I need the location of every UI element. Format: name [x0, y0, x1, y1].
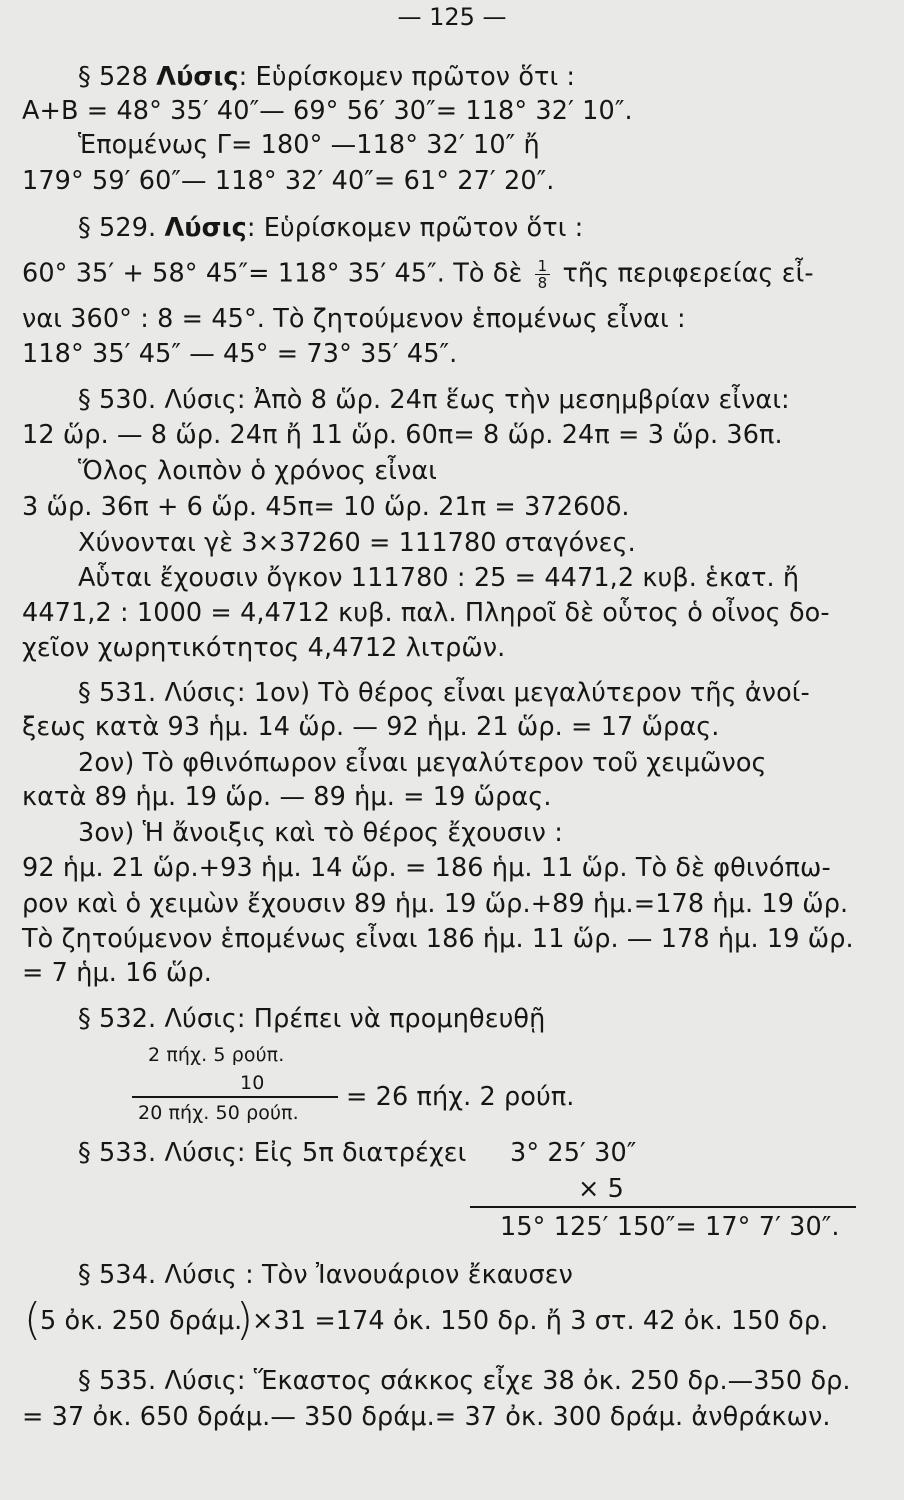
section-528-line-3: Ἑπομένως Γ= 180° —118° 32′ 10″ ἤ: [78, 130, 540, 160]
section-529-solution-label: Λύσις: [164, 213, 247, 243]
section-530-line-5: Χύνονται γὲ 3×37260 = 111780 σταγόνες.: [78, 528, 636, 558]
section-530-line-2: 12 ὥρ. — 8 ὥρ. 24π ἤ 11 ὥρ. 60π= 8 ὥρ. 24π = 3 ὥρ. 36π.: [22, 420, 783, 450]
section-528-solution-label: Λύσις: [156, 62, 239, 92]
section-531-line-1: § 531. Λύσις: 1ον) Τὸ θέρος εἶναι μεγαλύτερον τῆς ἀνοί-: [78, 678, 810, 708]
section-530-line-6: Αὗται ἔχουσιν ὄγκον 111780 : 25 = 4471,2 κυβ. ἑκατ. ἤ: [78, 563, 800, 593]
page-number: — 125 —: [397, 3, 507, 31]
section-531-line-7: ρον καὶ ὁ χειμὼν ἔχουσιν 89 ἡμ. 19 ὥρ.+89 ἡμ.=178 ἡμ. 19 ὥρ.: [22, 889, 849, 919]
section-530-line-3: Ὅλος λοιπὸν ὁ χρόνος εἶναι: [78, 456, 437, 486]
section-530-line-1: § 530. Λύσις: Ἀπὸ 8 ὥρ. 24π ἕως τὴν μεσημβρίαν εἶναι:: [78, 385, 790, 415]
section-529-line-4: 118° 35′ 45″ — 45° = 73° 35′ 45″.: [22, 339, 458, 369]
section-532-line-1: § 532. Λύσις: Πρέπει νὰ προμηθευθῇ: [78, 1004, 546, 1034]
section-530-line-7: 4471,2 : 1000 = 4,4712 κυβ. παλ. Πληροῖ δὲ οὗτος ὁ οἶνος δο-: [22, 598, 830, 628]
section-528-line-4: 179° 59′ 60″— 118° 32′ 40″= 61° 27′ 20″.: [22, 166, 555, 196]
section-531-line-6: 92 ἡμ. 21 ὥρ.+93 ἡμ. 14 ὥρ. = 186 ἡμ. 11 ὥρ. Τὸ δὲ φθινόπω-: [22, 853, 831, 883]
section-530-line-4: 3 ὥρ. 36π + 6 ὥρ. 45π= 10 ὥρ. 21π = 37260δ.: [22, 492, 630, 522]
section-534-quantity: 5 ὀκ. 250 δράμ.: [40, 1306, 243, 1336]
section-533-minuend: 3° 25′ 30″: [510, 1138, 637, 1168]
section-535-line-2: = 37 ὀκ. 650 δράμ.— 350 δράμ.= 37 ὀκ. 300 δράμ. ἀνθράκων.: [22, 1402, 831, 1432]
section-529-number: § 529.: [78, 213, 157, 243]
section-529-line-2: [22, 258, 814, 291]
section-531-line-4: κατὰ 89 ἡμ. 19 ὥρ. — 89 ἡμ. = 19 ὥρας.: [22, 782, 552, 812]
section-534-line-1: § 534. Λύσις : Τὸν Ἰανουάριον ἔκαυσεν: [78, 1260, 573, 1290]
section-528-line-2: Α+Β = 48° 35′ 40″— 69° 56′ 30″= 118° 32′ 10″.: [22, 96, 633, 126]
section-533-rule: [470, 1206, 856, 1208]
section-531-line-9: = 7 ἡμ. 16 ὥρ.: [22, 958, 212, 988]
section-528-heading: [78, 62, 575, 92]
one-eighth-fraction: [535, 258, 551, 291]
left-parenthesis: (: [24, 1294, 42, 1345]
section-532-bottom: 20 πήχ. 50 ρούπ.: [138, 1102, 299, 1124]
section-529-heading: [78, 213, 583, 243]
fraction-numerator: 1: [535, 258, 551, 275]
section-532-multiplier: 10: [240, 1072, 265, 1094]
section-533-result: 15° 125′ 150″= 17° 7′ 30″.: [500, 1212, 840, 1242]
section-531-line-8: Τὸ ζητούμενον ἑπομένως εἶναι 186 ἡμ. 11 ὥρ. — 178 ἡμ. 19 ὥρ.: [22, 924, 854, 954]
section-529-line-2b: τῆς περιφερείας εἶ-: [562, 258, 814, 289]
right-parenthesis: ): [236, 1294, 254, 1345]
section-528-line-1: : Εὑρίσκομεν πρῶτον ὅτι :: [238, 62, 576, 92]
section-530-line-8: χεῖον χωρητικότητος 4,4712 λιτρῶν.: [22, 633, 506, 663]
section-535-line-1: § 535. Λύσις: Ἕκαστος σάκκος εἶχε 38 ὀκ. 250 δρ.—350 δρ.: [78, 1366, 851, 1396]
section-532-result: = 26 πήχ. 2 ρούπ.: [346, 1082, 575, 1112]
section-533-line-1: § 533. Λύσις: Εἰς 5π διατρέχει: [78, 1138, 467, 1168]
section-531-line-3: 2ον) Τὸ φθινόπωρον εἶναι μεγαλύτερον τοῦ χειμῶνος: [78, 748, 767, 778]
section-532-top: 2 πήχ. 5 ρούπ.: [148, 1044, 285, 1066]
fraction-denominator: 8: [537, 274, 548, 292]
section-533-multiplier: × 5: [578, 1174, 624, 1204]
section-534-result: ×31 =174 ὀκ. 150 δρ. ἤ 3 στ. 42 ὀκ. 150 δρ.: [252, 1306, 829, 1336]
section-529-line-1: : Εὑρίσκομεν πρῶτον ὅτι :: [246, 213, 584, 243]
section-529-line-2a: 60° 35′ + 58° 45″= 118° 35′ 45″. Τὸ δὲ: [22, 258, 523, 289]
section-531-line-5: 3ον) Ἡ ἄνοιξις καὶ τὸ θέρος ἔχουσιν :: [78, 818, 563, 848]
section-528-number: § 528: [78, 62, 149, 92]
section-531-line-2: ξεως κατὰ 93 ἡμ. 14 ὥρ. — 92 ἡμ. 21 ὥρ. = 17 ὥρας.: [22, 712, 720, 742]
section-529-line-3: ναι 360° : 8 = 45°. Τὸ ζητούμενον ἑπομένως εἶναι :: [22, 304, 686, 334]
